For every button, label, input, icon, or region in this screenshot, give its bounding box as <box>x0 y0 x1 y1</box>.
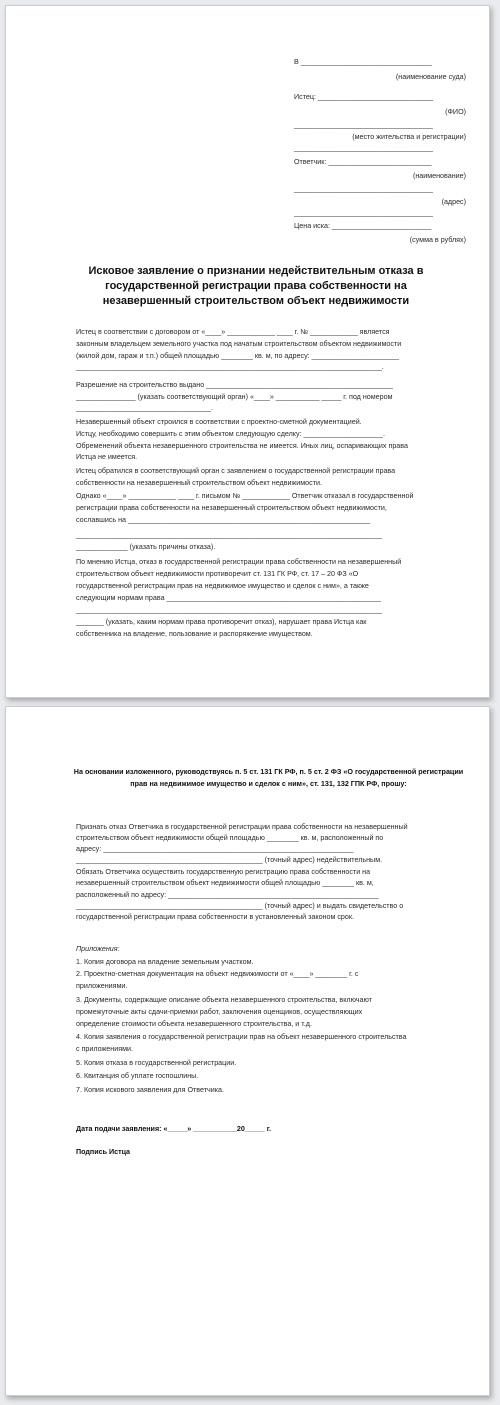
body-line: Истцу, необходимо совершить с этим объектом следующую сделку: ____________________. <box>76 430 385 438</box>
defendant-name-caption: (наименование) <box>412 172 466 180</box>
attachments-title: Приложения: <box>76 945 120 953</box>
filing-date-line: Дата подачи заявления: «_____» ___________20_____ г. <box>76 1125 271 1133</box>
request-line: _______________________________________________ (точный адрес) и выдать свидетельство о <box>76 902 404 910</box>
attachment-item: 4. Копия заявления о государственной регистрации прав на объект незавершенного строительства <box>76 1033 407 1041</box>
document-page-2 <box>5 706 490 1396</box>
body-line: По мнению Истца, отказ в государственной регистрации права собственности на незавершенный <box>76 558 402 566</box>
body-line: _____________________________________________________________________________ <box>76 606 382 614</box>
body-line: следующим нормам права ______________________________________________________ <box>76 594 381 602</box>
request-line: расположенный по адресу: _____________________________________________________ <box>76 891 379 899</box>
body-line: законным владельцем земельного участка под начатым строительством объектом недвижимости <box>76 340 402 348</box>
body-line: Однако «____» ____________ ____ г. письмом № ____________ Ответчик отказал в государственной <box>76 492 414 500</box>
body-line: Обременений объекта незавершенного строительства не имеется. Иных лиц, оспаривающих права <box>76 442 408 450</box>
attachment-item: 5. Копия отказа в государственной регистрации. <box>76 1059 237 1067</box>
plaintiff-address-caption: (место жительства и регистрации) <box>352 133 466 141</box>
request-heading: На основании изложенного, руководствуясь п. 5 ст. 131 ГК РФ, п. 5 ст. 2 ФЗ «О государственной регистрации прав на недвижимое имущество и сделок с ним», ст. 131, 132 ГПК РФ, прошу: <box>73 767 464 788</box>
plaintiff-address-field: ___________________________________ <box>294 121 433 129</box>
request-line: незавершенный строительством объект недвижимости общей площадью ________ кв. м, <box>76 879 374 887</box>
body-line: Истец обратился в соответствующий орган с заявлением о государственной регистрации права <box>76 467 396 475</box>
request-line: Признать отказ Ответчика в государственной регистрации права собственности на незавершенный <box>76 823 408 831</box>
court-caption: (наименование суда) <box>395 73 466 81</box>
request-line: _______________________________________________ (точный адрес) недействительным. <box>76 856 383 864</box>
court-field: В _________________________________ <box>294 58 432 66</box>
body-line: сославшись на _____________________________________________________________ <box>76 516 371 524</box>
attachment-item: 3. Документы, содержащие описание объекта незавершенного строительства, включают <box>76 996 372 1004</box>
body-line: Незавершенный объект строился в соответствии с проектно-сметной документацией. <box>76 418 362 426</box>
defendant-field: Ответчик: __________________________ <box>294 158 432 166</box>
body-line: собственника на владение, пользование и распоряжение имуществом. <box>76 630 313 638</box>
defendant-address-caption: (адрес) <box>441 198 466 206</box>
body-line: _____________________________________________________________________________ <box>76 531 382 539</box>
blank-line: ___________________________________ <box>294 144 433 152</box>
request-line: государственной регистрации права собственности в установленный законом срок. <box>76 913 354 921</box>
body-line: (жилой дом, гараж и т.п.) общей площадью ________ кв. м, по адресу: ______________________ <box>76 352 399 360</box>
document-page-1 <box>5 5 490 698</box>
attachment-item: промежуточные акты сдачи-приемки работ, заключения оценщиков, осуществляющих <box>76 1008 363 1016</box>
attachment-item: приложениями. <box>76 982 128 990</box>
document-title: Исковое заявление о признании недействительным отказа в государственной регистрации права собственности на незавершенный строительством объект недвижимости <box>88 265 424 307</box>
body-line: _____________ (указать причины отказа). <box>76 543 216 551</box>
fio-caption: (ФИО) <box>445 108 466 116</box>
attachment-item: 6. Квитанция об уплате госпошлины. <box>76 1072 199 1080</box>
attachment-item: 1. Копия договора на владение земельным участком. <box>76 958 254 966</box>
attachment-item: определение стоимости объекта незавершенного строительства, и т.д. <box>76 1020 312 1028</box>
plaintiff-signature: Подпись Истца <box>76 1148 131 1156</box>
body-line: Разрешение на строительство выдано _______________________________________________ <box>76 381 393 389</box>
request-line: строительством объект недвижимости общей площадью ________ кв. м, расположенный по <box>76 834 384 842</box>
body-line: собственности на незавершенный строительством объект недвижимости. <box>76 479 322 487</box>
body-line: государственной регистрации прав на недвижимое имущество и сделок с ним», а также <box>76 582 369 590</box>
defendant-address-field: ___________________________________ <box>294 185 433 193</box>
attachment-item: с приложениями. <box>76 1045 133 1053</box>
body-line: __________________________________. <box>76 404 214 412</box>
claim-price-field: Цена иска: _________________________ <box>294 222 432 230</box>
body-line: регистрации права собственности на незавершенный строительством объект недвижимости, <box>76 504 387 512</box>
body-line: _____________________________________________________________________________. <box>76 363 384 371</box>
request-line: Обязать Ответчика осуществить государственную регистрацию права собственности на <box>76 868 371 876</box>
plaintiff-field: Истец: _____________________________ <box>294 93 434 101</box>
body-line: строительством объект недвижимости противоречит ст. 131 ГК РФ, ст. 17 – 20 ФЗ «О <box>76 570 359 578</box>
request-line: адресу: _______________________________________________________________ <box>76 845 354 853</box>
claim-price-caption: (сумма в рублях) <box>409 236 466 244</box>
blank-line: ___________________________________ <box>294 209 433 217</box>
body-line: Истец в соответствии с договором от «____» ____________ ____ г. № ____________ является <box>76 328 390 336</box>
attachment-item: 7. Копия искового заявления для Ответчика. <box>76 1086 224 1094</box>
body-line: _______________ (указать соответствующий орган) «____» ___________ _____ г. под номером <box>76 393 393 401</box>
attachment-item: 2. Проектно-сметная документация на объект недвижимости от «____» ________ г. с <box>76 970 359 978</box>
body-line: _______ (указать, каким нормам права противоречит отказ), нарушает права Истца как <box>76 618 367 626</box>
body-line: Истца не имеется. <box>76 453 138 461</box>
